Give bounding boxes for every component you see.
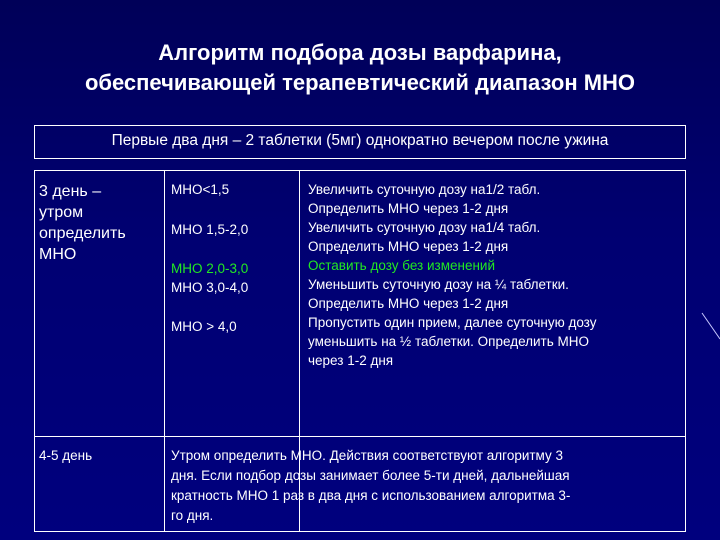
- action-line-7: Определить МНО через 1-2 дня: [308, 296, 509, 311]
- day3-label-line-3: определить: [39, 225, 126, 242]
- day45-text-line-1: Утром определить МНО. Действия соответствуют алгоритму 3: [171, 448, 563, 463]
- condition-mno-1-5-2-0: МНО 1,5-2,0: [171, 222, 249, 237]
- day45-label: 4-5 день: [39, 448, 93, 463]
- action-line-2: Определить МНО через 1-2 дня: [308, 201, 509, 216]
- title-line-1: Алгоритм подбора дозы варфарина,: [158, 40, 562, 65]
- title-line-2: обеспечивающей терапевтический диапазон МНО: [84, 70, 636, 95]
- condition-mno-lt-1-5: МНО<1,5: [171, 182, 230, 197]
- condition-mno-3-0-4-0: МНО 3,0-4,0: [171, 280, 249, 295]
- condition-mno-gt-4-0: МНО > 4,0: [171, 319, 237, 334]
- slide-title: [0, 38, 720, 98]
- dosing-table: [34, 170, 686, 532]
- action-line-1: Увеличить суточную дозу на1/2 табл.: [308, 182, 541, 197]
- decorative-line: [700, 305, 720, 345]
- action-line-10: через 1-2 дня: [308, 353, 394, 368]
- action-line-6: Уменьшить суточную дозу на ¼ таблетки.: [308, 277, 569, 292]
- action-line-9: уменьшить на ½ таблетки. Определить МНО: [308, 334, 590, 349]
- column-divider-1: [164, 171, 165, 531]
- action-line-8: Пропустить один прием, далее суточную дозу: [308, 315, 597, 330]
- action-line-3: Увеличить суточную дозу на1/4 табл.: [308, 220, 541, 235]
- row-divider: [35, 436, 685, 437]
- action-line-5: Оставить дозу без изменений: [308, 258, 495, 273]
- day45-text-line-4: го дня.: [171, 508, 214, 523]
- day45-text-line-2: дня. Если подбор дозы занимает более 5-ти дней, дальнейшая: [171, 468, 570, 483]
- day3-label-line-4: МНО: [39, 246, 77, 263]
- condition-mno-2-0-3-0: МНО 2,0-3,0: [171, 261, 249, 276]
- header-text: Первые два дня – 2 таблетки (5мг) однократно вечером после ужина: [111, 132, 609, 149]
- action-line-4: Определить МНО через 1-2 дня: [308, 239, 509, 254]
- day45-text-line-3: кратность МНО 1 раз в два дня с использованием алгоритма 3-: [171, 488, 571, 503]
- header-box: [34, 125, 686, 159]
- day3-label-line-2: утром: [39, 204, 84, 221]
- day3-label-line-1: 3 день –: [39, 183, 102, 200]
